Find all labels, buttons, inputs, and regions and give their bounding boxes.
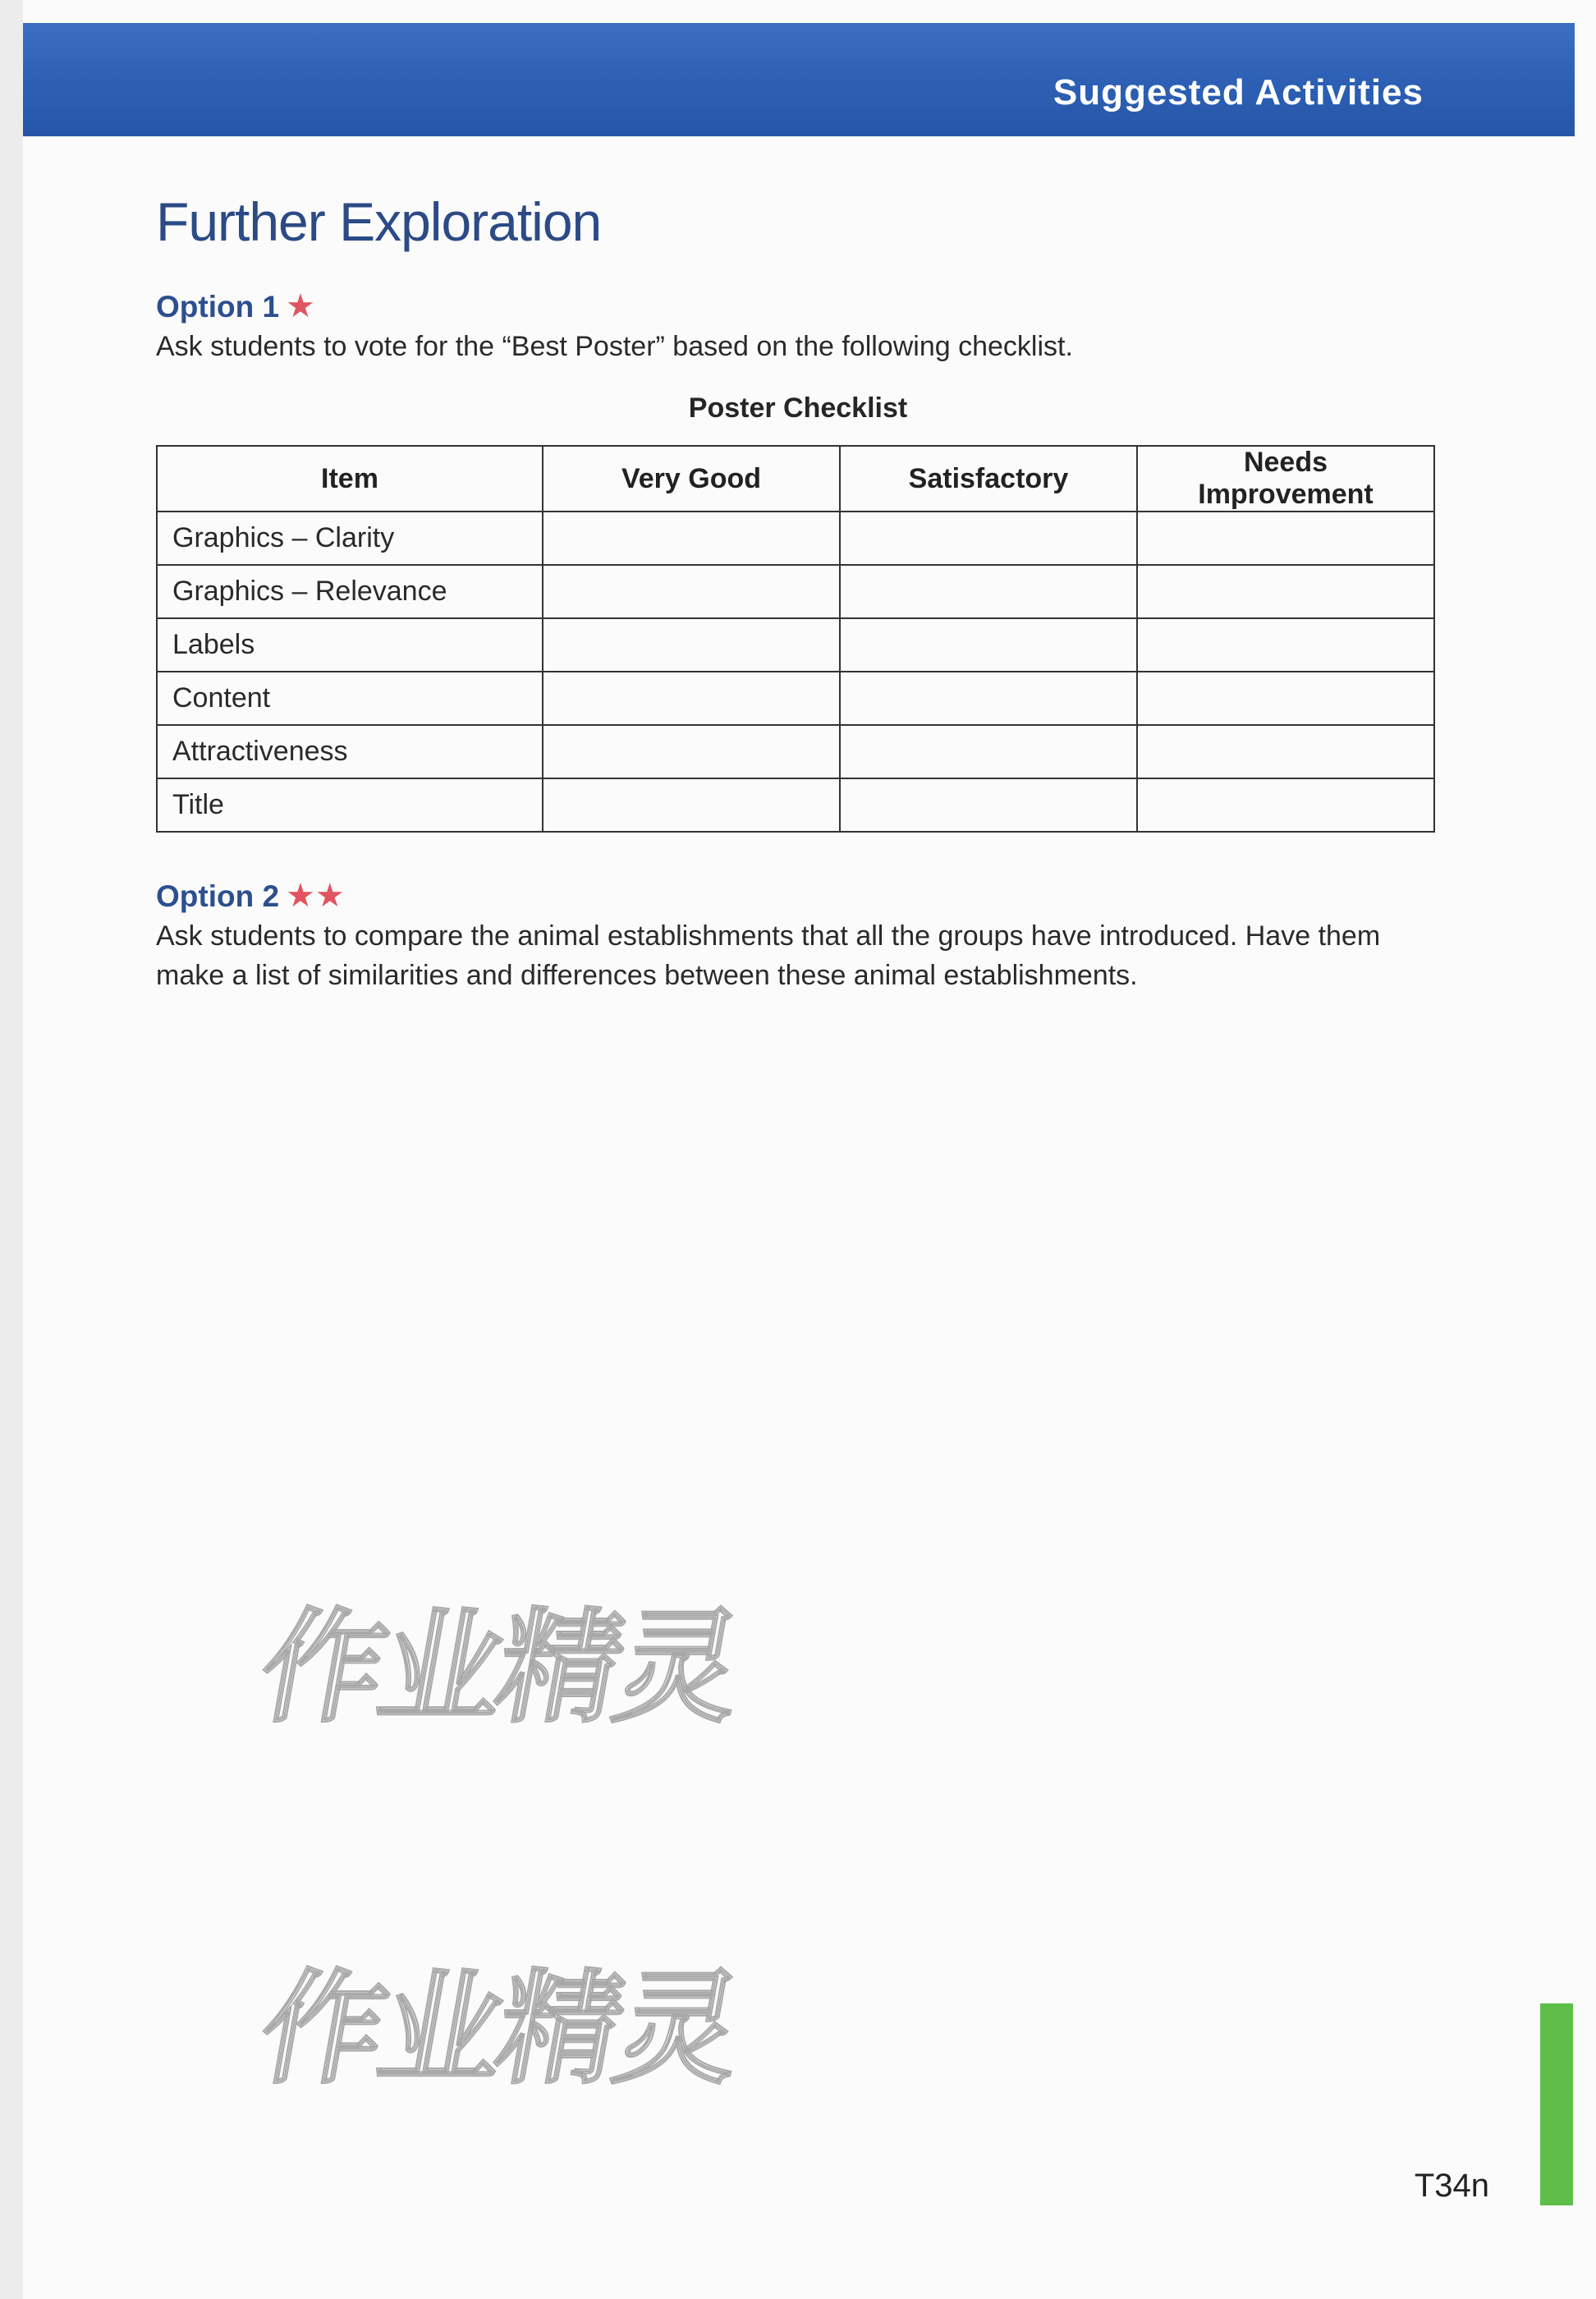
rating-cell	[543, 672, 840, 725]
rating-cell	[1137, 778, 1434, 832]
item-cell: Attractiveness	[157, 725, 543, 778]
checklist-title: Poster Checklist	[688, 392, 908, 424]
table-row	[157, 725, 1434, 778]
rating-cell	[543, 725, 840, 778]
rating-cell	[840, 512, 1137, 565]
page-left-edge	[0, 0, 23, 2299]
option-1-label: Option 1	[156, 290, 280, 324]
column-header: Satisfactory	[840, 446, 1137, 512]
rating-cell	[840, 725, 1137, 778]
watermark: 作业精灵	[250, 1599, 748, 1737]
column-header: Very Good	[543, 446, 840, 512]
side-tab-marker	[1540, 2003, 1573, 2205]
rating-cell	[543, 778, 840, 832]
watermark: 作业精灵	[250, 1960, 748, 2098]
star-icon: ★★	[286, 878, 345, 914]
option-2-text-line-1: Ask students to compare the animal establishments that all the groups have introduced. Have them	[156, 920, 1381, 952]
rating-cell	[1137, 565, 1434, 618]
item-cell: Title	[157, 778, 543, 832]
rating-cell	[1137, 725, 1434, 778]
rating-cell	[1137, 618, 1434, 672]
rating-cell	[543, 512, 840, 565]
table-row	[157, 778, 1434, 832]
rating-cell	[840, 778, 1137, 832]
page-number: T34n	[1414, 2168, 1489, 2204]
rating-cell	[840, 672, 1137, 725]
page-title: Further Exploration	[156, 191, 602, 252]
table-row	[157, 565, 1434, 618]
rating-cell	[543, 618, 840, 672]
table-row	[157, 512, 1434, 565]
rating-cell	[1137, 512, 1434, 565]
option-2-label: Option 2	[156, 879, 280, 913]
option-2-heading	[156, 877, 345, 915]
option-2-text-line-2: make a list of similarities and differences between these animal establishments.	[156, 960, 1138, 991]
item-cell: Graphics – Relevance	[157, 565, 543, 618]
table-row	[157, 618, 1434, 672]
star-icon: ★	[286, 288, 315, 324]
poster-checklist-table	[156, 445, 1435, 833]
rating-cell	[840, 565, 1137, 618]
rating-cell	[1137, 672, 1434, 725]
column-header: Needs Improvement	[1137, 446, 1434, 512]
table-header-row	[157, 446, 1434, 512]
section-header-title: Suggested Activities	[1053, 72, 1424, 112]
item-cell: Labels	[157, 618, 543, 672]
table-row	[157, 672, 1434, 725]
column-header: Item	[157, 446, 543, 512]
option-1-text: Ask students to vote for the “Best Poster” based on the following checklist.	[156, 331, 1073, 362]
item-cell: Graphics – Clarity	[157, 512, 543, 565]
item-cell: Content	[157, 672, 543, 725]
rating-cell	[840, 618, 1137, 672]
rating-cell	[543, 565, 840, 618]
option-1-heading	[156, 287, 315, 325]
